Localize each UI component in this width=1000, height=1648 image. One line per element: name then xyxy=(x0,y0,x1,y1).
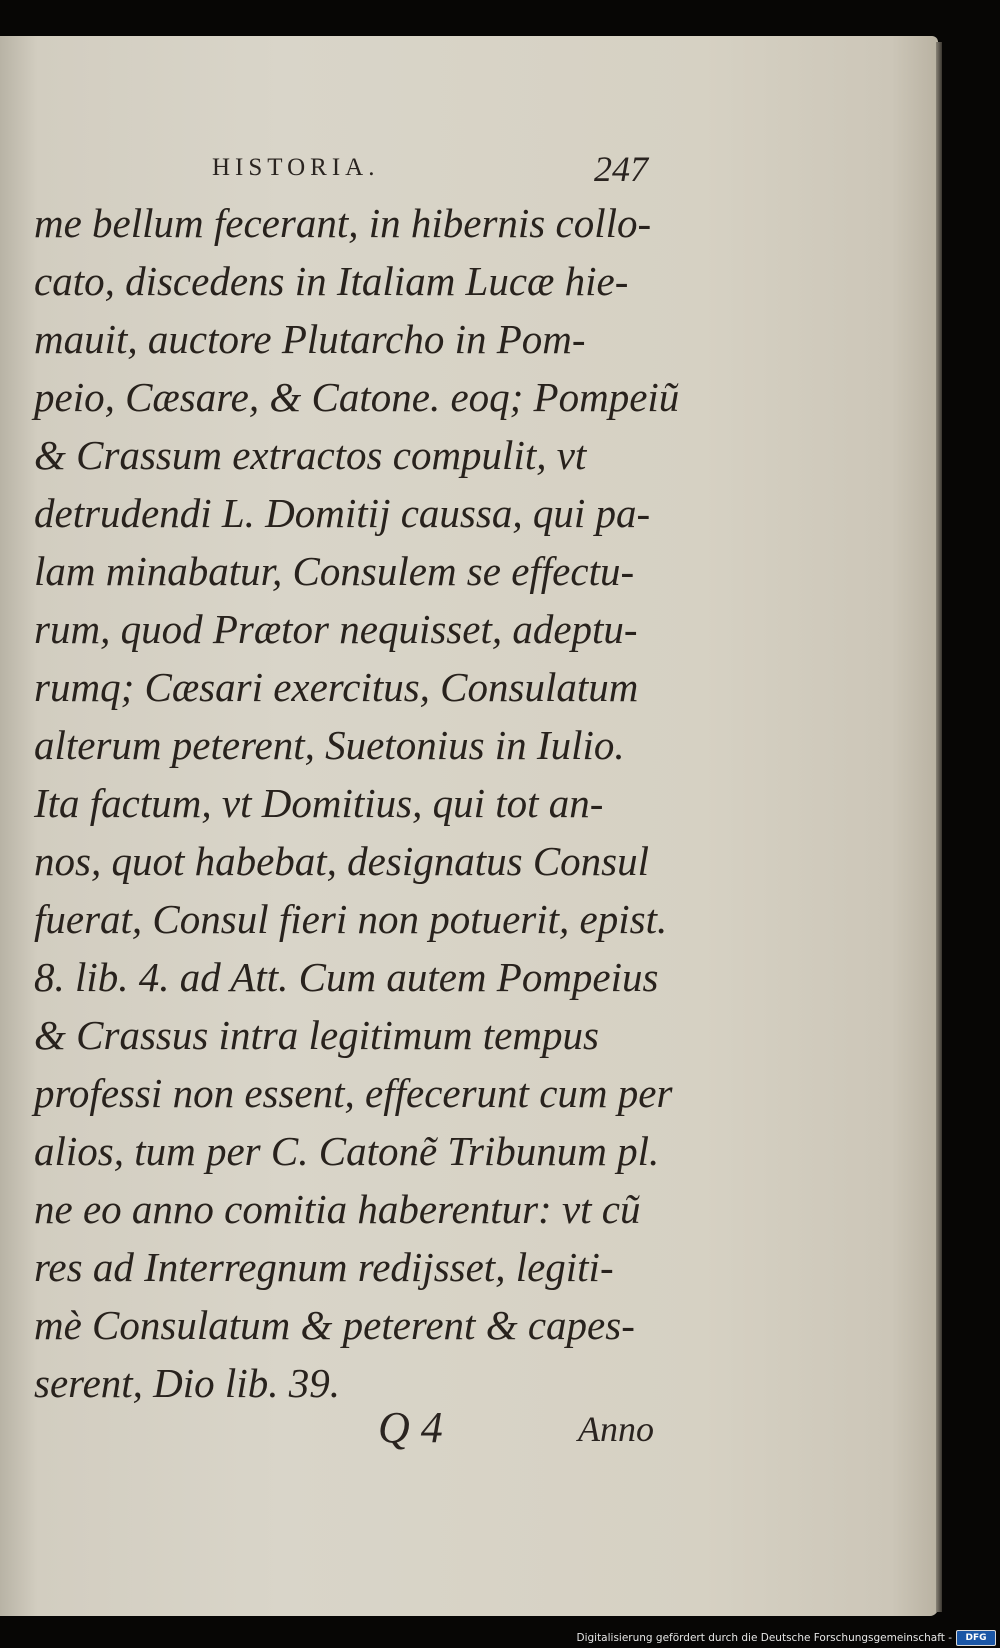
text-line: & Crassus intra legitimum tempus xyxy=(34,1012,599,1058)
text-line: professi non essent, effecerunt cum per xyxy=(34,1070,673,1116)
text-line: mè Consulatum & peterent & capes- xyxy=(34,1302,635,1348)
page-footer xyxy=(0,1402,938,1462)
text-line: fuerat, Consul fieri non potuerit, epist. xyxy=(34,896,668,942)
running-head: HISTORIA. xyxy=(212,154,380,181)
body-text xyxy=(34,194,694,1412)
text-line: lam minabatur, Consulem se effectu- xyxy=(34,548,635,594)
signature-mark: Q 4 xyxy=(378,1403,443,1452)
text-line: alios, tum per C. Catonẽ Tribunum pl. xyxy=(34,1128,660,1174)
text-line: 8. lib. 4. ad Att. Cum autem Pompeius xyxy=(34,954,659,1000)
text-line: res ad Interregnum redijsset, legiti- xyxy=(34,1244,614,1290)
dfg-logo: DFG xyxy=(956,1630,996,1646)
page-number: 247 xyxy=(594,149,648,189)
text-line: ne eo anno comitia haberentur: vt cũ xyxy=(34,1186,641,1232)
text-line: me bellum fecerant, in hibernis collo- xyxy=(34,200,652,246)
text-line: serent, Dio lib. 39. xyxy=(34,1360,340,1406)
book-page xyxy=(0,36,938,1616)
page-header xyxy=(0,149,938,189)
text-line: peio, Cæsare, & Catone. eoq; Pompeiũ xyxy=(34,374,680,420)
text-line: rumq; Cæsari exercitus, Consulatum xyxy=(34,664,639,710)
text-line: nos, quot habebat, designatus Consul xyxy=(34,838,650,884)
text-line: Ita factum, vt Domitius, qui tot an- xyxy=(34,780,604,826)
digitization-credit: Digitalisierung gefördert durch die Deutsche Forschungsgemeinschaft - xyxy=(576,1632,952,1644)
catchword: Anno xyxy=(578,1409,654,1449)
text-line: detrudendi L. Domitij caussa, qui pa- xyxy=(34,490,651,536)
text-line: alterum peterent, Suetonius in Iulio. xyxy=(34,722,625,768)
text-line: rum, quod Prætor nequisset, adeptu- xyxy=(34,606,638,652)
text-line: mauit, auctore Plutarcho in Pom- xyxy=(34,316,586,362)
text-line: cato, discedens in Italiam Lucæ hie- xyxy=(34,258,629,304)
text-line: & Crassum extractos compulit, vt xyxy=(34,432,587,478)
